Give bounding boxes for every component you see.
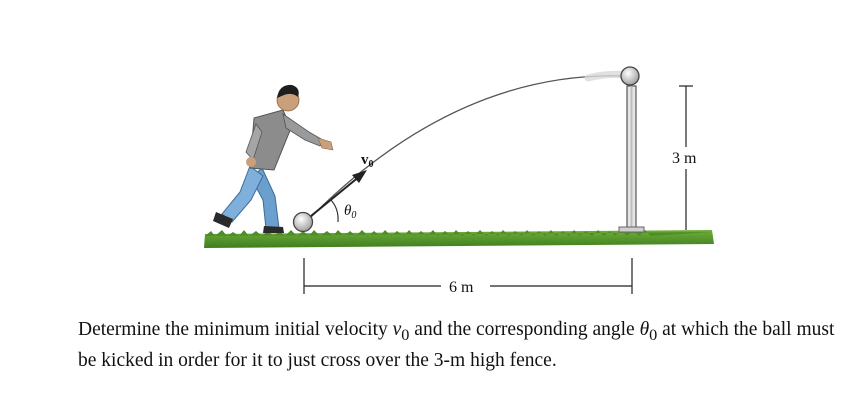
trajectory-arc — [306, 76, 626, 222]
kicking-person — [213, 85, 333, 233]
height-label: 3 m — [672, 150, 697, 167]
distance-label: 6 m — [449, 279, 474, 296]
ball-initial — [294, 213, 313, 232]
velocity-arrow — [311, 170, 367, 216]
ball-motion-blur — [588, 74, 624, 78]
angle-arc — [330, 199, 338, 222]
problem-statement — [78, 317, 848, 373]
velocity-label: $v_0$ — [361, 152, 374, 170]
fence-post — [619, 86, 644, 232]
ball-at-fence — [621, 67, 639, 85]
problem-text: Determine the minimum initial velocity $v_0$ and the corresponding angle $\theta_0$ at which the ball must be kicked in order for it to just cross over the 3-m high fence. — [78, 319, 835, 371]
angle-label: $\theta_0$ — [344, 203, 357, 221]
